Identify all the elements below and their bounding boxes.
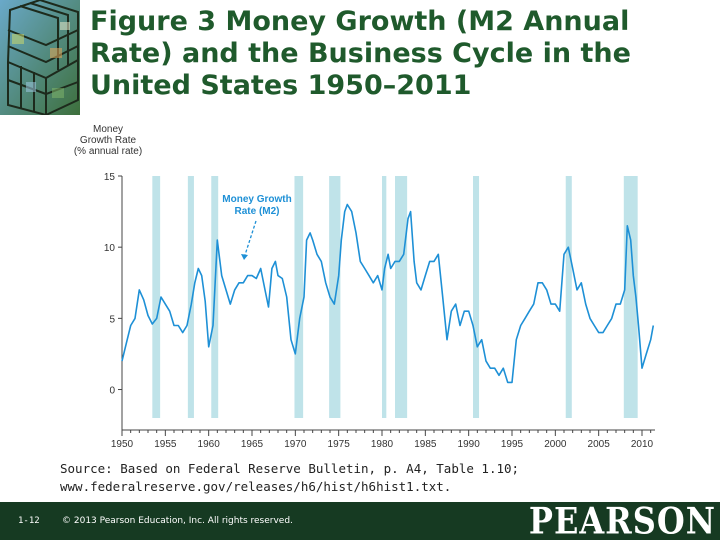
recession-band (566, 176, 572, 418)
recession-band (382, 176, 386, 418)
annotation-arrowhead (241, 254, 248, 260)
annotation-label-line: Money Growth (222, 194, 292, 205)
slide-title: Figure 3 Money Growth (M2 Annual Rate) and the Business Cycle in the United States 1950–2011 (90, 6, 631, 101)
x-tick-label: 1995 (500, 439, 524, 448)
recession-bands (152, 176, 637, 418)
y-axis-label-line: Money (92, 124, 124, 135)
x-tick-label: 1985 (414, 439, 437, 448)
footer-bar (0, 499, 720, 543)
recession-band (294, 176, 303, 418)
series-lines (122, 205, 653, 383)
copyright-text: © 2013 Pearson Education, Inc. All rights reserved. (62, 516, 293, 526)
slide-number: 1-12 (18, 516, 40, 526)
x-tick-label: 1955 (154, 439, 177, 448)
recession-band (395, 176, 407, 418)
y-axis-label-line: (% annual rate) (73, 146, 143, 157)
y-tick-label: 5 (109, 314, 115, 326)
annotation-label (222, 194, 291, 217)
x-tick-label: 1975 (327, 439, 350, 448)
chart-labels (74, 124, 292, 260)
annotation-arrow (244, 221, 256, 258)
pearson-logo: PEARSON (528, 499, 716, 543)
chart-axes (104, 172, 655, 448)
x-tick-label: 1990 (457, 439, 480, 448)
x-tick-label: 1970 (284, 439, 307, 448)
annotation-label-line: Rate (M2) (234, 206, 280, 217)
y-tick-label: 0 (109, 385, 115, 397)
series-line-m2 (122, 205, 653, 383)
x-tick-label: 2010 (630, 439, 654, 448)
source-note: Source: Based on Federal Reserve Bulletin, p. A4, Table 1.10; www.federalreserve.gov/releases/h6/hist/h6hist1.txt. (60, 461, 520, 494)
y-axis-label (74, 124, 142, 157)
x-tick-label: 2005 (587, 439, 610, 448)
rubiks-cube-icon (0, 0, 80, 115)
recession-band (473, 176, 479, 418)
x-tick-label: 1960 (197, 439, 220, 448)
x-tick-label: 2000 (544, 439, 567, 448)
y-axis-label-line: Growth Rate (79, 135, 137, 146)
x-tick-label: 1980 (370, 439, 394, 448)
y-tick-label: 10 (103, 243, 115, 255)
x-tick-label: 1950 (110, 439, 134, 448)
money-growth-chart (0, 118, 720, 448)
x-tick-label: 1965 (240, 439, 264, 448)
y-tick-label: 15 (103, 172, 115, 183)
recession-band (152, 176, 160, 418)
